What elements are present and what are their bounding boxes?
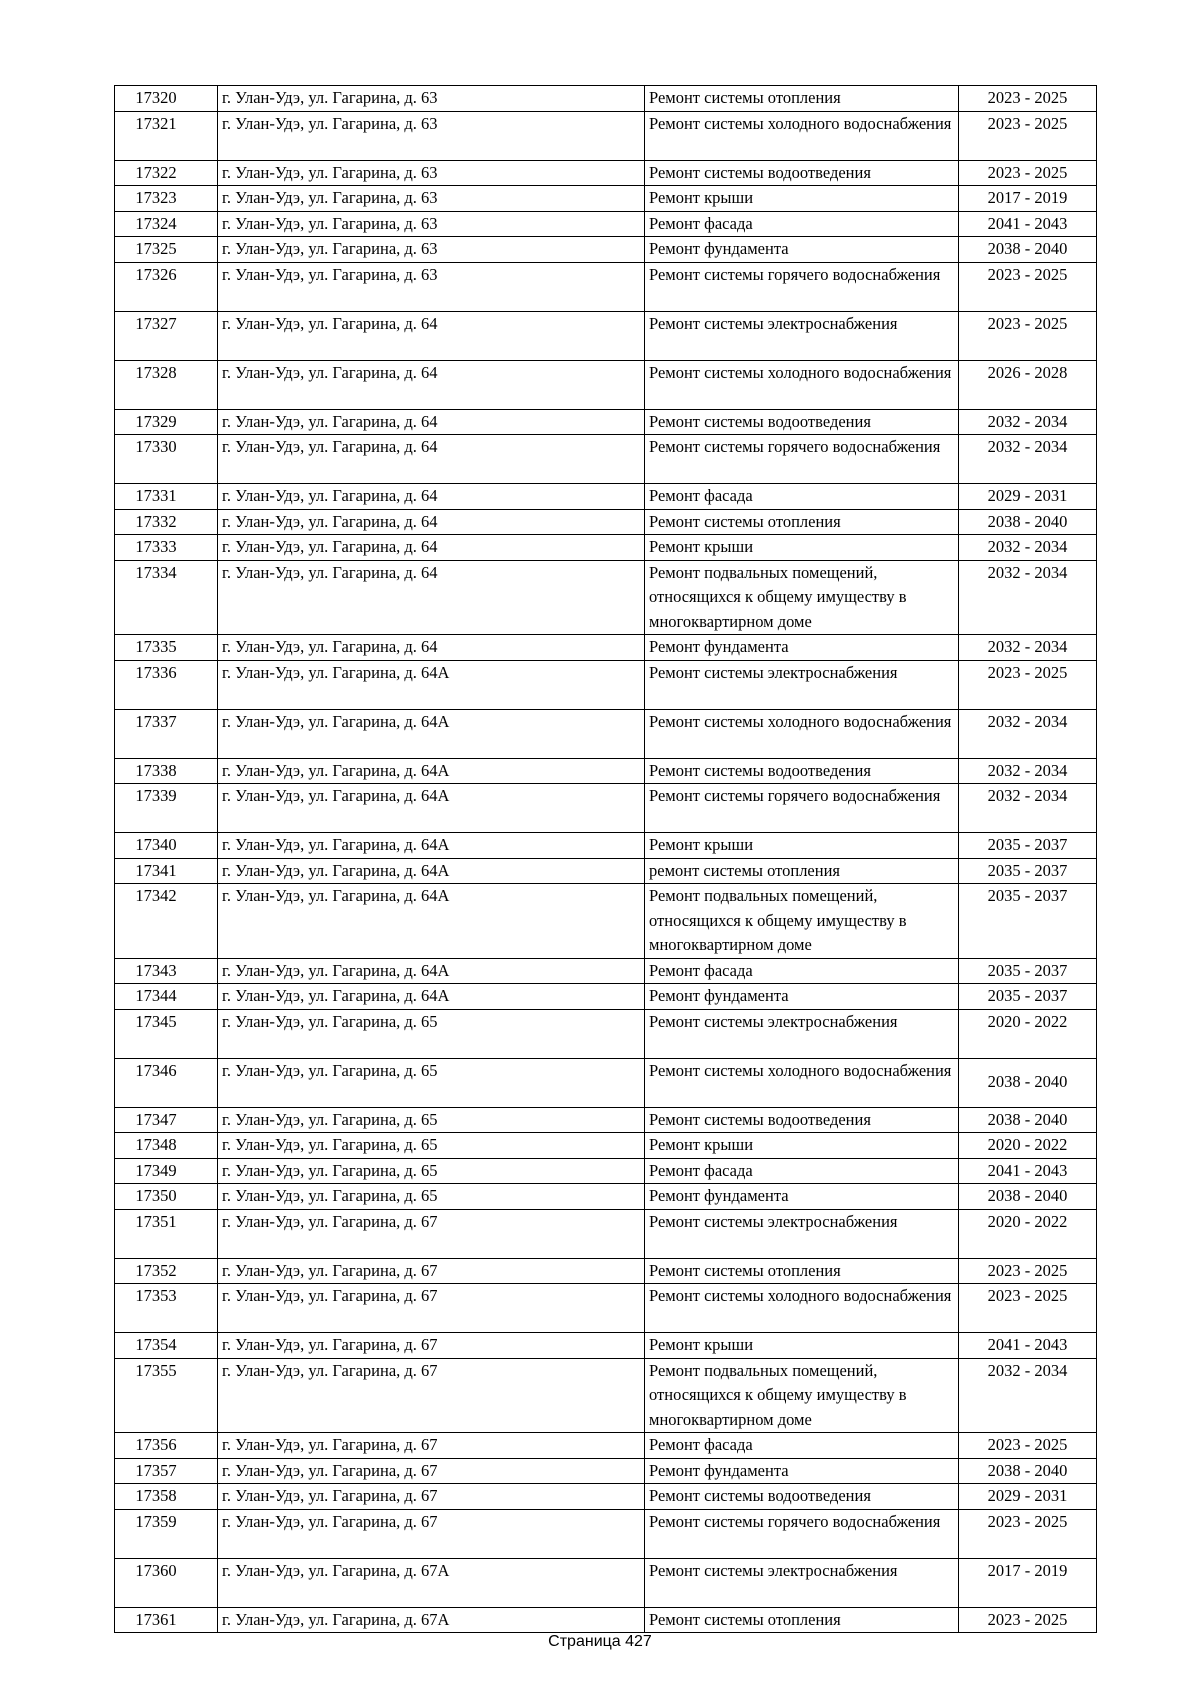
address-cell: г. Улан-Удэ, ул. Гагарина, д. 64 [218,509,645,535]
work-type-cell: Ремонт системы горячего водоснабжения [645,1509,959,1558]
row-number-cell: 17350 [115,1184,218,1210]
row-number-cell: 17351 [115,1209,218,1258]
table-row [115,535,1097,561]
table-row [115,758,1097,784]
row-number-cell: 17323 [115,186,218,212]
work-type-cell: Ремонт фасада [645,484,959,510]
table-row [115,435,1097,484]
table-row [115,858,1097,884]
work-type-cell: Ремонт фундамента [645,1184,959,1210]
table-row [115,86,1097,112]
period-cell: 2023 - 2025 [959,262,1097,311]
period-cell: 2023 - 2025 [959,660,1097,709]
address-cell: г. Улан-Удэ, ул. Гагарина, д. 67 [218,1284,645,1333]
work-type-cell: Ремонт системы водоотведения [645,160,959,186]
period-cell: 2032 - 2034 [959,758,1097,784]
period-cell: 2023 - 2025 [959,111,1097,160]
work-type-cell: Ремонт крыши [645,535,959,561]
period-cell: 2023 - 2025 [959,1258,1097,1284]
period-cell: 2023 - 2025 [959,86,1097,112]
address-cell: г. Улан-Удэ, ул. Гагарина, д. 65 [218,1009,645,1058]
work-type-cell: Ремонт системы горячего водоснабжения [645,435,959,484]
address-cell: г. Улан-Удэ, ул. Гагарина, д. 63 [218,160,645,186]
period-cell: 2023 - 2025 [959,1607,1097,1633]
row-number-cell: 17328 [115,360,218,409]
table-row [115,1158,1097,1184]
address-cell: г. Улан-Удэ, ул. Гагарина, д. 63 [218,186,645,212]
table-row [115,784,1097,833]
address-cell: г. Улан-Удэ, ул. Гагарина, д. 64А [218,660,645,709]
period-cell: 2023 - 2025 [959,1509,1097,1558]
period-cell: 2020 - 2022 [959,1009,1097,1058]
table-row [115,984,1097,1010]
table-row [115,1009,1097,1058]
row-number-cell: 17326 [115,262,218,311]
address-cell: г. Улан-Удэ, ул. Гагарина, д. 64А [218,758,645,784]
row-number-cell: 17320 [115,86,218,112]
period-cell: 2041 - 2043 [959,1158,1097,1184]
table-row [115,1433,1097,1459]
row-number-cell: 17330 [115,435,218,484]
table-row [115,262,1097,311]
row-number-cell: 17346 [115,1058,218,1107]
period-cell: 2023 - 2025 [959,1284,1097,1333]
work-type-cell: Ремонт крыши [645,833,959,859]
row-number-cell: 17335 [115,635,218,661]
table-row [115,958,1097,984]
period-cell: 2038 - 2040 [959,509,1097,535]
table-row [115,484,1097,510]
row-number-cell: 17332 [115,509,218,535]
address-cell: г. Улан-Удэ, ул. Гагарина, д. 63 [218,237,645,263]
row-number-cell: 17338 [115,758,218,784]
address-cell: г. Улан-Удэ, ул. Гагарина, д. 67А [218,1558,645,1607]
work-type-cell: Ремонт системы отопления [645,1607,959,1633]
table-row [115,1484,1097,1510]
work-type-cell: Ремонт фасада [645,1158,959,1184]
table-body [115,86,1097,1633]
row-number-cell: 17353 [115,1284,218,1333]
address-cell: г. Улан-Удэ, ул. Гагарина, д. 64А [218,958,645,984]
table-row [115,237,1097,263]
period-cell: 2035 - 2037 [959,858,1097,884]
address-cell: г. Улан-Удэ, ул. Гагарина, д. 64 [218,484,645,510]
period-cell: 2032 - 2034 [959,409,1097,435]
row-number-cell: 17361 [115,1607,218,1633]
work-type-cell: Ремонт системы электроснабжения [645,660,959,709]
row-number-cell: 17334 [115,560,218,635]
work-type-cell: Ремонт системы электроснабжения [645,311,959,360]
work-type-cell: Ремонт системы холодного водоснабжения [645,111,959,160]
row-number-cell: 17347 [115,1107,218,1133]
period-cell: 2035 - 2037 [959,884,1097,959]
table-row [115,1107,1097,1133]
address-cell: г. Улан-Удэ, ул. Гагарина, д. 67 [218,1333,645,1359]
row-number-cell: 17354 [115,1333,218,1359]
table-row [115,884,1097,959]
period-cell: 2038 - 2040 [959,1458,1097,1484]
period-cell: 2041 - 2043 [959,211,1097,237]
period-cell: 2032 - 2034 [959,784,1097,833]
row-number-cell: 17345 [115,1009,218,1058]
period-cell: 2038 - 2040 [959,1058,1097,1107]
table-row [115,509,1097,535]
row-number-cell: 17357 [115,1458,218,1484]
address-cell: г. Улан-Удэ, ул. Гагарина, д. 67 [218,1433,645,1459]
address-cell: г. Улан-Удэ, ул. Гагарина, д. 64 [218,435,645,484]
address-cell: г. Улан-Удэ, ул. Гагарина, д. 64А [218,833,645,859]
work-type-cell: Ремонт системы отопления [645,86,959,112]
period-cell: 2032 - 2034 [959,635,1097,661]
row-number-cell: 17339 [115,784,218,833]
row-number-cell: 17352 [115,1258,218,1284]
row-number-cell: 17358 [115,1484,218,1510]
table-row [115,709,1097,758]
table-row [115,660,1097,709]
table-row [115,1558,1097,1607]
table-row [115,1509,1097,1558]
address-cell: г. Улан-Удэ, ул. Гагарина, д. 65 [218,1133,645,1159]
row-number-cell: 17359 [115,1509,218,1558]
work-type-cell: Ремонт системы холодного водоснабжения [645,1058,959,1107]
row-number-cell: 17324 [115,211,218,237]
table-row [115,1358,1097,1433]
row-number-cell: 17333 [115,535,218,561]
address-cell: г. Улан-Удэ, ул. Гагарина, д. 67 [218,1258,645,1284]
row-number-cell: 17336 [115,660,218,709]
work-type-cell: Ремонт крыши [645,186,959,212]
work-type-cell: Ремонт подвальных помещений, относящихся к общему имуществу в многоквартирном доме [645,884,959,959]
work-type-cell: Ремонт крыши [645,1333,959,1359]
row-number-cell: 17343 [115,958,218,984]
table-row [115,111,1097,160]
address-cell: г. Улан-Удэ, ул. Гагарина, д. 67 [218,1509,645,1558]
period-cell: 2032 - 2034 [959,435,1097,484]
period-cell: 2023 - 2025 [959,311,1097,360]
row-number-cell: 17329 [115,409,218,435]
table-row [115,1058,1097,1107]
period-cell: 2035 - 2037 [959,833,1097,859]
period-cell: 2035 - 2037 [959,984,1097,1010]
work-type-cell: Ремонт системы горячего водоснабжения [645,262,959,311]
period-cell: 2020 - 2022 [959,1133,1097,1159]
row-number-cell: 17348 [115,1133,218,1159]
address-cell: г. Улан-Удэ, ул. Гагарина, д. 63 [218,262,645,311]
page-number: Страница 427 [548,1633,652,1650]
table-row [115,1209,1097,1258]
work-type-cell: Ремонт системы отопления [645,509,959,535]
period-cell: 2032 - 2034 [959,709,1097,758]
table-row [115,160,1097,186]
table-row [115,311,1097,360]
address-cell: г. Улан-Удэ, ул. Гагарина, д. 63 [218,211,645,237]
row-number-cell: 17321 [115,111,218,160]
address-cell: г. Улан-Удэ, ул. Гагарина, д. 64 [218,635,645,661]
work-type-cell: Ремонт фундамента [645,237,959,263]
period-cell: 2029 - 2031 [959,1484,1097,1510]
address-cell: г. Улан-Удэ, ул. Гагарина, д. 64А [218,858,645,884]
row-number-cell: 17341 [115,858,218,884]
period-cell: 2032 - 2034 [959,1358,1097,1433]
repair-schedule-table [114,85,1097,1633]
period-cell: 2029 - 2031 [959,484,1097,510]
table-row [115,409,1097,435]
work-type-cell: Ремонт системы водоотведения [645,409,959,435]
address-cell: г. Улан-Удэ, ул. Гагарина, д. 63 [218,111,645,160]
address-cell: г. Улан-Удэ, ул. Гагарина, д. 64А [218,884,645,959]
period-cell: 2032 - 2034 [959,535,1097,561]
period-cell: 2026 - 2028 [959,360,1097,409]
address-cell: г. Улан-Удэ, ул. Гагарина, д. 67 [218,1458,645,1484]
table-row [115,1607,1097,1633]
table-row [115,833,1097,859]
period-cell: 2032 - 2034 [959,560,1097,635]
address-cell: г. Улан-Удэ, ул. Гагарина, д. 64А [218,984,645,1010]
period-cell: 2038 - 2040 [959,1107,1097,1133]
work-type-cell: Ремонт системы холодного водоснабжения [645,360,959,409]
work-type-cell: Ремонт подвальных помещений, относящихся к общему имуществу в многоквартирном доме [645,560,959,635]
row-number-cell: 17356 [115,1433,218,1459]
address-cell: г. Улан-Удэ, ул. Гагарина, д. 64 [218,360,645,409]
work-type-cell: Ремонт системы отопления [645,1258,959,1284]
address-cell: г. Улан-Удэ, ул. Гагарина, д. 63 [218,86,645,112]
work-type-cell: Ремонт системы холодного водоснабжения [645,709,959,758]
row-number-cell: 17344 [115,984,218,1010]
work-type-cell: Ремонт фундамента [645,635,959,661]
period-cell: 2023 - 2025 [959,160,1097,186]
row-number-cell: 17349 [115,1158,218,1184]
work-type-cell: Ремонт системы электроснабжения [645,1209,959,1258]
address-cell: г. Улан-Удэ, ул. Гагарина, д. 67А [218,1607,645,1633]
table-row [115,211,1097,237]
table-row [115,635,1097,661]
period-cell: 2017 - 2019 [959,1558,1097,1607]
address-cell: г. Улан-Удэ, ул. Гагарина, д. 64 [218,409,645,435]
period-cell: 2020 - 2022 [959,1209,1097,1258]
work-type-cell: Ремонт фундамента [645,984,959,1010]
address-cell: г. Улан-Удэ, ул. Гагарина, д. 67 [218,1209,645,1258]
work-type-cell: Ремонт фасада [645,1433,959,1459]
table-row [115,1184,1097,1210]
table-row [115,1333,1097,1359]
address-cell: г. Улан-Удэ, ул. Гагарина, д. 67 [218,1358,645,1433]
table-row [115,560,1097,635]
row-number-cell: 17355 [115,1358,218,1433]
table-row [115,360,1097,409]
period-cell: 2023 - 2025 [959,1433,1097,1459]
work-type-cell: Ремонт фундамента [645,1458,959,1484]
period-cell: 2017 - 2019 [959,186,1097,212]
row-number-cell: 17337 [115,709,218,758]
period-cell: 2035 - 2037 [959,958,1097,984]
address-cell: г. Улан-Удэ, ул. Гагарина, д. 64 [218,535,645,561]
table-row [115,1133,1097,1159]
row-number-cell: 17327 [115,311,218,360]
address-cell: г. Улан-Удэ, ул. Гагарина, д. 64 [218,560,645,635]
work-type-cell: Ремонт системы водоотведения [645,758,959,784]
table-row [115,1258,1097,1284]
work-type-cell: Ремонт системы электроснабжения [645,1558,959,1607]
row-number-cell: 17340 [115,833,218,859]
row-number-cell: 17325 [115,237,218,263]
period-cell: 2038 - 2040 [959,237,1097,263]
address-cell: г. Улан-Удэ, ул. Гагарина, д. 67 [218,1484,645,1510]
address-cell: г. Улан-Удэ, ул. Гагарина, д. 64 [218,311,645,360]
work-type-cell: Ремонт подвальных помещений, относящихся к общему имуществу в многоквартирном доме [645,1358,959,1433]
work-type-cell: ремонт системы отопления [645,858,959,884]
row-number-cell: 17342 [115,884,218,959]
work-type-cell: Ремонт системы горячего водоснабжения [645,784,959,833]
address-cell: г. Улан-Удэ, ул. Гагарина, д. 65 [218,1158,645,1184]
period-cell: 2041 - 2043 [959,1333,1097,1359]
address-cell: г. Улан-Удэ, ул. Гагарина, д. 65 [218,1107,645,1133]
row-number-cell: 17331 [115,484,218,510]
work-type-cell: Ремонт системы водоотведения [645,1484,959,1510]
address-cell: г. Улан-Удэ, ул. Гагарина, д. 65 [218,1184,645,1210]
work-type-cell: Ремонт фасада [645,211,959,237]
table-row [115,186,1097,212]
work-type-cell: Ремонт системы электроснабжения [645,1009,959,1058]
period-cell: 2038 - 2040 [959,1184,1097,1210]
address-cell: г. Улан-Удэ, ул. Гагарина, д. 64А [218,784,645,833]
table-row [115,1458,1097,1484]
address-cell: г. Улан-Удэ, ул. Гагарина, д. 64А [218,709,645,758]
work-type-cell: Ремонт системы водоотведения [645,1107,959,1133]
work-type-cell: Ремонт крыши [645,1133,959,1159]
row-number-cell: 17360 [115,1558,218,1607]
work-type-cell: Ремонт системы холодного водоснабжения [645,1284,959,1333]
address-cell: г. Улан-Удэ, ул. Гагарина, д. 65 [218,1058,645,1107]
table-row [115,1284,1097,1333]
row-number-cell: 17322 [115,160,218,186]
work-type-cell: Ремонт фасада [645,958,959,984]
